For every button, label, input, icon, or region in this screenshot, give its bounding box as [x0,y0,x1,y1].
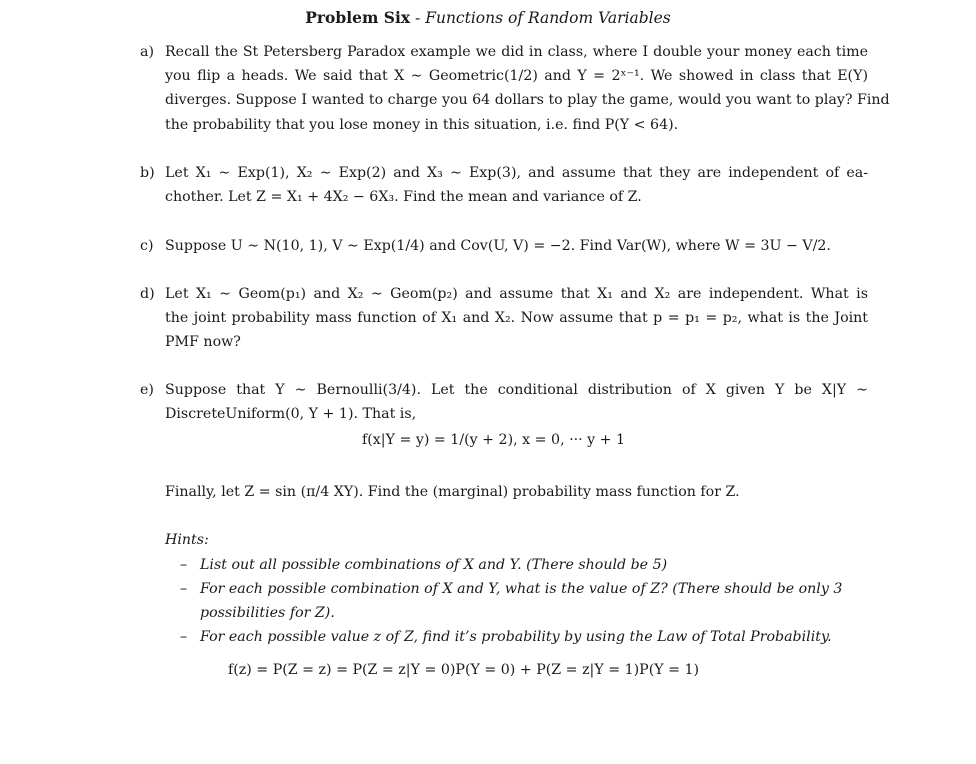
bullet-dash: – [180,629,188,645]
title-bold: Problem Six [305,8,411,27]
problem-b [140,161,868,209]
hint-item [180,625,868,649]
hints-heading: Hints: [165,532,209,548]
problem-label: a) [140,44,154,60]
problem-line: DiscreteUniform(0, Y + 1). That is, [165,406,417,423]
title-italic: Functions of Random Variables [425,9,671,27]
hint-item [180,577,868,625]
problem-label: c) [140,238,154,254]
problem-c [140,234,868,258]
bullet-dash: – [180,557,188,573]
problem-line: the probability that you lose money in this situation, i.e. find P(Y < 64). [165,116,679,133]
problem-line: you flip a heads. We said that X ∼ Geometric(1/2) and Y = 2ˣ⁻¹. We showed in class that E(Y) [165,68,868,85]
conditional-pmf-equation: f(x|Y = y) = 1/(y + 2), x = 0, ··· y + 1 [362,432,626,448]
hint-text: List out all possible combinations of X and Y. (There should be 5) [200,557,668,573]
problem-e [140,378,868,426]
problem-line: diverges. Suppose I wanted to charge you 64 dollars to play the game, would you want to play? Find [165,92,890,109]
problem-label: d) [140,286,155,302]
hint-item [180,553,868,577]
total-probability-formula: f(z) = P(Z = z) = P(Z = z|Y = 0)P(Y = 0) + P(Z = z|Y = 1)P(Y = 1) [228,662,700,678]
problem-d [140,282,868,355]
problem-a [140,40,890,137]
problem-line: PMF now? [165,334,241,351]
problem-line: chother. Let Z = X₁ + 4X₂ − 6X₃. Find the mean and variance of Z. [165,189,642,206]
hint-text: For each possible value z of Z, find it’s probability by using the Law of Total Probability. [200,629,832,645]
hint-text: For each possible combination of X and Y, what is the value of Z? (There should be only 3 possibilities for Z). [200,581,843,621]
bullet-dash: – [180,581,188,597]
problem-line: the joint probability mass function of X₁ and X₂. Now assume that p = p₁ = p₂, what is the Joint [165,310,868,327]
problem-line: Suppose U ∼ N(10, 1), V ∼ Exp(1/4) and Cov(U, V) = −2. Find Var(W), where W = 3U − V/2. [165,238,831,254]
page-title [0,8,976,28]
problem-label: b) [140,165,155,181]
problem-line: Suppose that Y ∼ Bernoulli(3/4). Let the conditional distribution of X given Y be X|Y ∼ [165,382,868,398]
title-separator: - [410,9,426,27]
problem-label: e) [140,382,154,398]
finally-statement: Finally, let Z = sin (π/4 XY). Find the (marginal) probability mass function for Z. [165,484,740,500]
problem-line: Let X₁ ∼ Exp(1), X₂ ∼ Exp(2) and X₃ ∼ Exp(3), and assume that they are independent of ea- [165,165,868,181]
problem-line: Recall the St Petersberg Paradox example we did in class, where I double your money each time [165,44,868,60]
problem-line: Let X₁ ∼ Geom(p₁) and X₂ ∼ Geom(p₂) and assume that X₁ and X₂ are independent. What is [165,286,868,302]
